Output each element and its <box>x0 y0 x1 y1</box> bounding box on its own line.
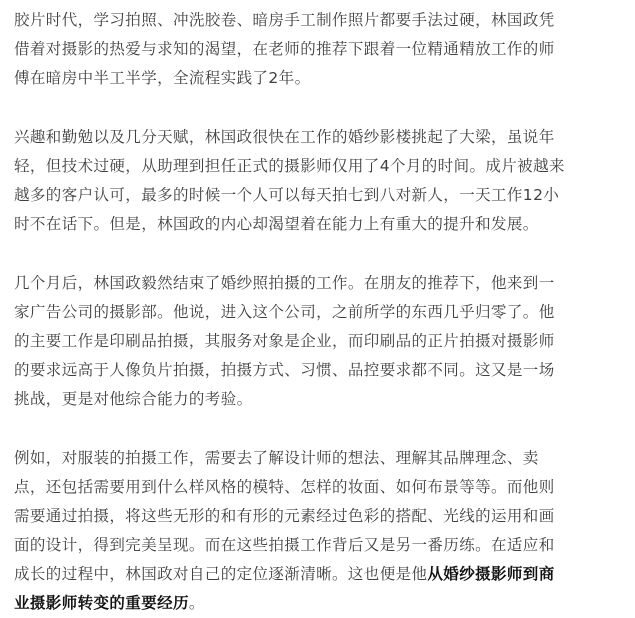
paragraph-4 <box>14 444 621 618</box>
text-line: 的主要工作是印刷品拍摄，其服务对象是企业，而印刷品的正片拍摄对摄影师 <box>14 332 555 350</box>
text-line: 几个月后，林国政毅然结束了婚纱照拍摄的工作。在朋友的推荐下，他来到一 <box>14 274 555 292</box>
bold-highlight: 业摄影师转变的重要经历 <box>14 594 189 612</box>
text-line: 点，还包括需要用到什么样风格的模特、怎样的妆面、如何布景等等。而他则 <box>14 478 555 496</box>
text-line: 轻，但技术过硬，从助理到担任正式的摄影师仅用了4个月的时间。成片被越来 <box>14 157 565 175</box>
text-line <box>14 560 621 589</box>
text-line: 傅在暗房中半工半学，全流程实践了2年。 <box>14 69 311 87</box>
text-line: 挑战，更是对他综合能力的考验。 <box>14 390 253 408</box>
text-line: 时不在话下。但是，林国政的内心却渴望着在能力上有重大的提升和发展。 <box>14 215 539 233</box>
paragraph-2 <box>14 123 621 239</box>
text-line: 面的设计，得到完美呈现。而在这些拍摄工作背后又是另一番历练。在适应和 <box>14 536 555 554</box>
text-line: 需要通过拍摄，将这些无形的和有形的元素经过色彩的搭配、光线的运用和画 <box>14 507 555 525</box>
text-line: 兴趣和勤勉以及几分天赋，林国政很快在工作的婚纱影楼挑起了大梁，虽说年 <box>14 128 555 146</box>
text-line: 家广告公司的摄影部。他说，进入这个公司，之前所学的东西几乎归零了。他 <box>14 303 555 321</box>
text-line: 的要求远高于人像负片拍摄，拍摄方式、习惯、品控要求都不同。这又是一场 <box>14 361 555 379</box>
text-run: 成长的过程中，林国政对自己的定位逐渐清晰。这也便是他 <box>14 565 428 583</box>
text-run: 。 <box>188 594 205 612</box>
bold-highlight: 从婚纱摄影师到商 <box>427 565 555 583</box>
text-line: 例如，对服装的拍摄工作，需要去了解设计师的想法、理解其品牌理念、卖 <box>14 449 539 467</box>
text-line <box>14 589 621 618</box>
paragraph-1 <box>14 6 621 93</box>
text-line: 越多的客户认可，最多的时候一个人可以每天拍七到八对新人，一天工作12小 <box>14 186 560 204</box>
text-line: 借着对摄影的热爱与求知的渴望，在老师的推荐下跟着一位精通精放工作的师 <box>14 40 555 58</box>
text-line: 胶片时代，学习拍照、冲洗胶卷、暗房手工制作照片都要手法过硬，林国政凭 <box>14 11 555 29</box>
paragraph-3 <box>14 269 621 414</box>
